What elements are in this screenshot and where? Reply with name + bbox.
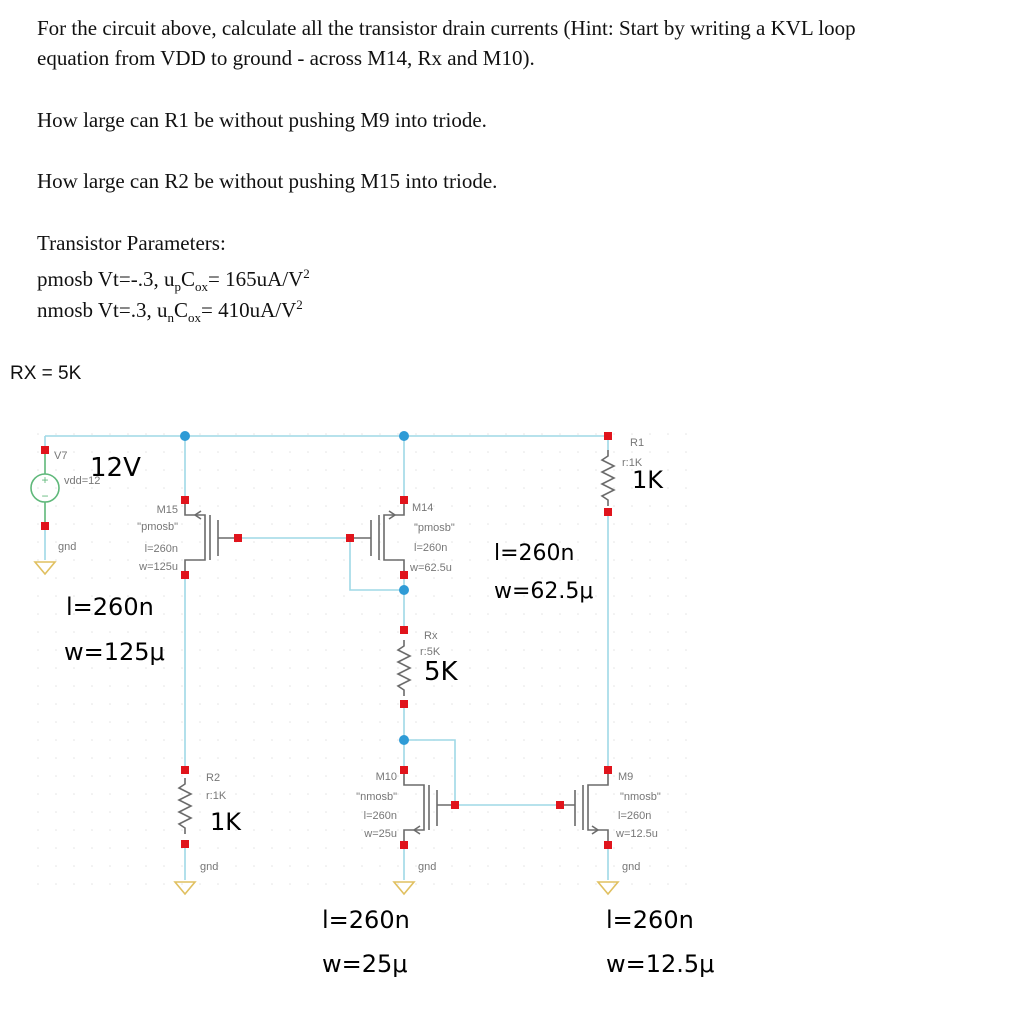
- hw-vdd: 12V: [90, 453, 141, 483]
- hw-m10-l: l=260n: [322, 906, 410, 934]
- hw-r2: 1K: [210, 808, 242, 836]
- label-m9-model: "nmosb": [620, 791, 661, 803]
- label-m15-model: "pmosb": [137, 521, 178, 533]
- label-r2-name: R2: [206, 772, 221, 784]
- svg-text:−: −: [41, 489, 49, 503]
- label-gnd-m9: gnd: [622, 861, 641, 873]
- label-gnd-m10: gnd: [418, 861, 437, 873]
- label-m14-l: l=260n: [414, 542, 448, 554]
- label-m14-w: w=62.5u: [410, 562, 452, 574]
- hw-m15-l: l=260n: [66, 593, 154, 621]
- hw-m10-w: w=25μ: [322, 950, 408, 978]
- hw-m9-w: w=12.5μ: [606, 950, 715, 978]
- label-r1-val: r:1K: [622, 457, 643, 469]
- hw-m15-w: w=125μ: [64, 638, 165, 666]
- label-v7: V7: [54, 450, 68, 462]
- hw-m14-w: w=62.5μ: [494, 579, 594, 604]
- question-line-1: For the circuit above, calculate all the transistor drain currents (Hint: Start by writing a KVL loop: [37, 16, 856, 40]
- label-m15-l: l=260n: [144, 543, 178, 555]
- question-line-3: How large can R1 be without pushing M9 into triode.: [37, 108, 487, 132]
- pmos-params: pmosb Vt=-.3, $u_pC_{ox}= 165uA/V^2$: [37, 266, 310, 295]
- label-m10-model: "nmosb": [356, 791, 397, 803]
- question-line-4: How large can R2 be without pushing M15 into triode.: [37, 169, 498, 193]
- label-m9-l: l=260n: [618, 810, 652, 822]
- hw-m9-l: l=260n: [606, 906, 694, 934]
- label-m15-name: M15: [156, 504, 178, 516]
- rx-note: RX = 5K: [10, 363, 82, 384]
- label-m15-w: w=125u: [139, 561, 178, 573]
- nmos-params: nmosb Vt=.3, $u_nC_{ox}= 410uA/V^2$: [37, 297, 303, 326]
- hw-m14-l: l=260n: [494, 541, 575, 566]
- hw-rx: 5K: [424, 657, 458, 687]
- question-line-2: equation from VDD to ground - across M14, Rx and M10).: [37, 46, 535, 70]
- label-gnd-r2: gnd: [200, 861, 219, 873]
- label-m14-name: M14: [412, 502, 434, 514]
- label-r1-name: R1: [630, 437, 645, 449]
- label-m9-name: M9: [618, 771, 634, 783]
- hw-r1: 1K: [632, 466, 664, 494]
- label-m10-w: w=25u: [364, 828, 397, 840]
- label-m9-w: w=12.5u: [616, 828, 658, 840]
- label-m10-name: M10: [375, 771, 397, 783]
- label-m14-model: "pmosb": [414, 522, 455, 534]
- label-rx-name: Rx: [424, 630, 438, 642]
- params-title: Transistor Parameters:: [37, 231, 226, 255]
- label-vdd: vdd=12: [64, 475, 101, 487]
- label-r2-val: r:1K: [206, 790, 227, 802]
- svg-text:+: +: [41, 473, 49, 487]
- label-rx-val: r:5K: [420, 646, 441, 658]
- label-gnd-source: gnd: [58, 541, 77, 553]
- label-m10-l: l=260n: [363, 810, 397, 822]
